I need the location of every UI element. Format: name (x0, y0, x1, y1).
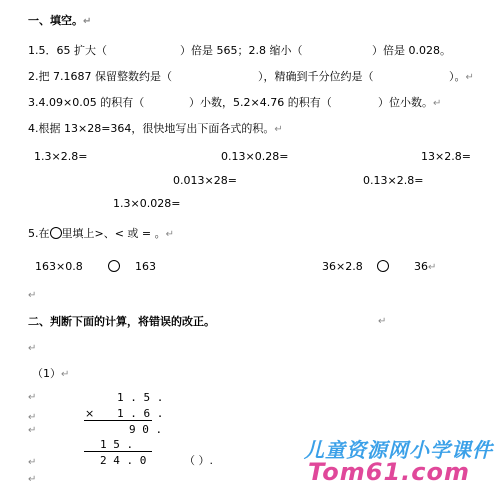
q4-item: 1.3×2.8= (34, 150, 88, 163)
calc-row-4: 1 5 . (100, 438, 134, 451)
calc-row-5: 2 4 . 0 (100, 454, 147, 467)
q4-item: 13×2.8= (421, 150, 471, 163)
watermark-title: 儿童资源网小学课件 (304, 438, 493, 462)
return-mark-icon: ↵ (428, 262, 437, 273)
q4-intro: 4.根据 13×28=364，很快地写出下面各式的积。 (28, 122, 275, 135)
section2-heading: 二、判断下面的计算，将错误的改正。 (28, 315, 215, 328)
return-mark-icon: ↵ (274, 124, 283, 135)
q1-text-end: ）倍是 0.028。 (372, 44, 451, 57)
q3-text-mid: ）小数，5.2×4.76 的积有（ (189, 96, 332, 109)
section1-heading: 一、填空。 (28, 14, 83, 27)
watermark-logo (302, 434, 500, 486)
q4-item: 0.013×28= (173, 174, 237, 187)
q5-cmp1-left: 163×0.8 (35, 260, 83, 273)
q4-item: 0.13×2.8= (363, 174, 424, 187)
return-mark-icon: ↵ (28, 474, 37, 485)
compare-circle-icon[interactable] (108, 260, 120, 272)
q5-cmp2-left: 36×2.8 (322, 260, 363, 273)
q5-intro-start: 5.在 (28, 227, 50, 240)
q1-text-start: 1.5．65 扩大（ (28, 44, 107, 57)
return-mark-icon: ↵ (165, 229, 175, 240)
calc-rule-line (84, 420, 152, 421)
return-mark-icon: ↵ (465, 72, 474, 83)
return-mark-icon: ↵ (28, 425, 37, 436)
q3-text-end: ）位小数。 (378, 96, 433, 109)
calc-row-1: 1 . 5 . (117, 391, 164, 404)
q4-item: 0.13×0.28= (221, 150, 289, 163)
compare-circle-icon[interactable] (377, 260, 389, 272)
calc-row-2: 1 . 6 . (117, 407, 164, 420)
calc-answer-blank: （ ）. (184, 454, 213, 467)
watermark-site: Tom61.com (308, 458, 471, 486)
return-mark-icon: ↵ (61, 369, 70, 380)
return-mark-icon: ↵ (28, 412, 37, 423)
multiply-sign: × (85, 407, 95, 420)
q5-cmp1-right: 163 (135, 260, 156, 273)
return-mark-icon: ↵ (28, 290, 37, 301)
q2-text-end: ）。 (449, 70, 466, 83)
q2-text-start: 2.把 7.1687 保留整数约是（ (28, 70, 172, 83)
return-mark-icon: ↵ (28, 457, 37, 468)
return-mark-icon: ↵ (83, 16, 92, 27)
q3-text-start: 3.4.09×0.05 的积有（ (28, 96, 145, 109)
calc-label: （1） (32, 367, 61, 380)
return-mark-icon: ↵ (433, 98, 442, 109)
q1-text-mid: ）倍是 565；2.8 缩小（ (180, 44, 303, 57)
return-mark-icon: ↵ (378, 316, 387, 327)
q4-item: 1.3×0.028= (113, 197, 181, 210)
q2-text-mid: ），精确到千分位约是（ (258, 70, 374, 83)
return-mark-icon: ↵ (28, 343, 37, 354)
calc-row-3: 9 0 . (129, 423, 163, 436)
q5-cmp2-right: 36 (414, 260, 428, 273)
calc-rule-line (84, 451, 152, 452)
circle-icon (50, 227, 62, 239)
q5-intro-end: 里填上>、< 或 = 。 (61, 227, 166, 240)
return-mark-icon: ↵ (28, 392, 37, 403)
